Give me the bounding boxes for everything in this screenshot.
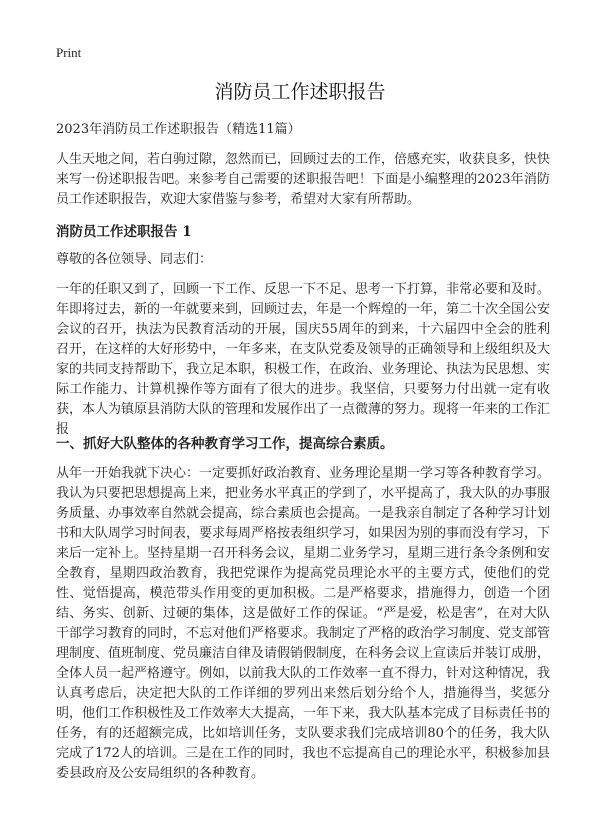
- document-title: 消防员工作述职报告: [214, 81, 386, 103]
- paragraph-1: 一年的任职又到了，回顾一下工作、反思一下不足、思考一下打算，非常必要和及时。年即将过去，新的一年就要来到，回顾过去，年是一个辉煌的一年，第二十次全国公安会议的召开，执法为民教育活动的开展，国庆55周年的到来，十六届四中全会的胜利召开，在这样的大好形势中，一年多来，在支队党委及领导的正确领导和上级组织及大家的共同支持帮助下，我立足本职，积极工作，在政治、业务理论、执法为民思想、实际工作能力、计算机操作等方面有了很大的进步。我坚信，只要努力付出就一定有收获，本人为镇原县消防大队的管理和发展作出了一点微薄的努力。现将一年来的工作汇报: [56, 282, 551, 437]
- heading-1: 一、抓好大队整体的各种教育学习工作，提高综合素质。: [56, 436, 394, 452]
- paragraph-2: 从年一开始我就下决心：一定要抓好政治教育、业务理论星期一学习等各种教育学习。我认为只要把思想提高上来，把业务水平真正的学到了，水平提高了，我大队的办事服务质量、办事效率自然就会提高，综合素质也会提高。一是我亲自制定了各种学习计划书和大队周学习时间表，要求每周严格按表组织学习，如果因为别的事而没有学习，下来后一定补上。坚持星期一召开科务会议，星期二业务学习，星期三进行条令条例和安全教育，星期四政治教育，我把党课作为提高党员理论水平的主要方式，使他们的党性、觉悟提高，模范带头作用变的更加积极。二是严格要求，措施得力，创造一个团结、务实、创新、过硬的集体，这是做好工作的保证。“严是爱，松是害”，在对大队干部学习教育的同时，不忘对他们严格要求。我制定了严格的政治学习制度、党支部管理制度、值班制度、党员廉洁自律及请假销假制度，在科务会议上宣读后并装订成册，全体人员一起严格遵守。例如，以前我大队的工作效率一直不得力，针对这种情况，我认真考虑后，决定把大队的工作详细的罗列出来然后划分给个人，措施得当，奖惩分明，他们工作积极性及工作效率大大提高，一年下来，我大队基本完成了目标责任书的任务，有的还超额完成，比如培训任务，支队要求我们完成培训80个的任务，我大队完成了172人的培训。三是在工作的同时，我也不忘提高自己的理论水平，积极参加县委县政府及公安局组织的各种教育。: [56, 466, 551, 781]
- section-title: 消防员工作述职报告 1: [56, 224, 192, 240]
- print-link[interactable]: Print: [56, 45, 82, 60]
- document-subtitle: 2023年消防员工作述职报告（精选11篇）: [56, 122, 301, 137]
- intro-paragraph: 人生天地之间，若白驹过隙，忽然而已，回顾过去的工作，倍感充实，收获良多，快快来写一份述职报告吧。来参考自己需要的述职报告吧！下面是小编整理的2023年消防员工作述职报告，欢迎大家借鉴与参考，希望对大家有所帮助。: [56, 152, 551, 207]
- greeting: 尊敬的各位领导、同志们：: [56, 252, 213, 267]
